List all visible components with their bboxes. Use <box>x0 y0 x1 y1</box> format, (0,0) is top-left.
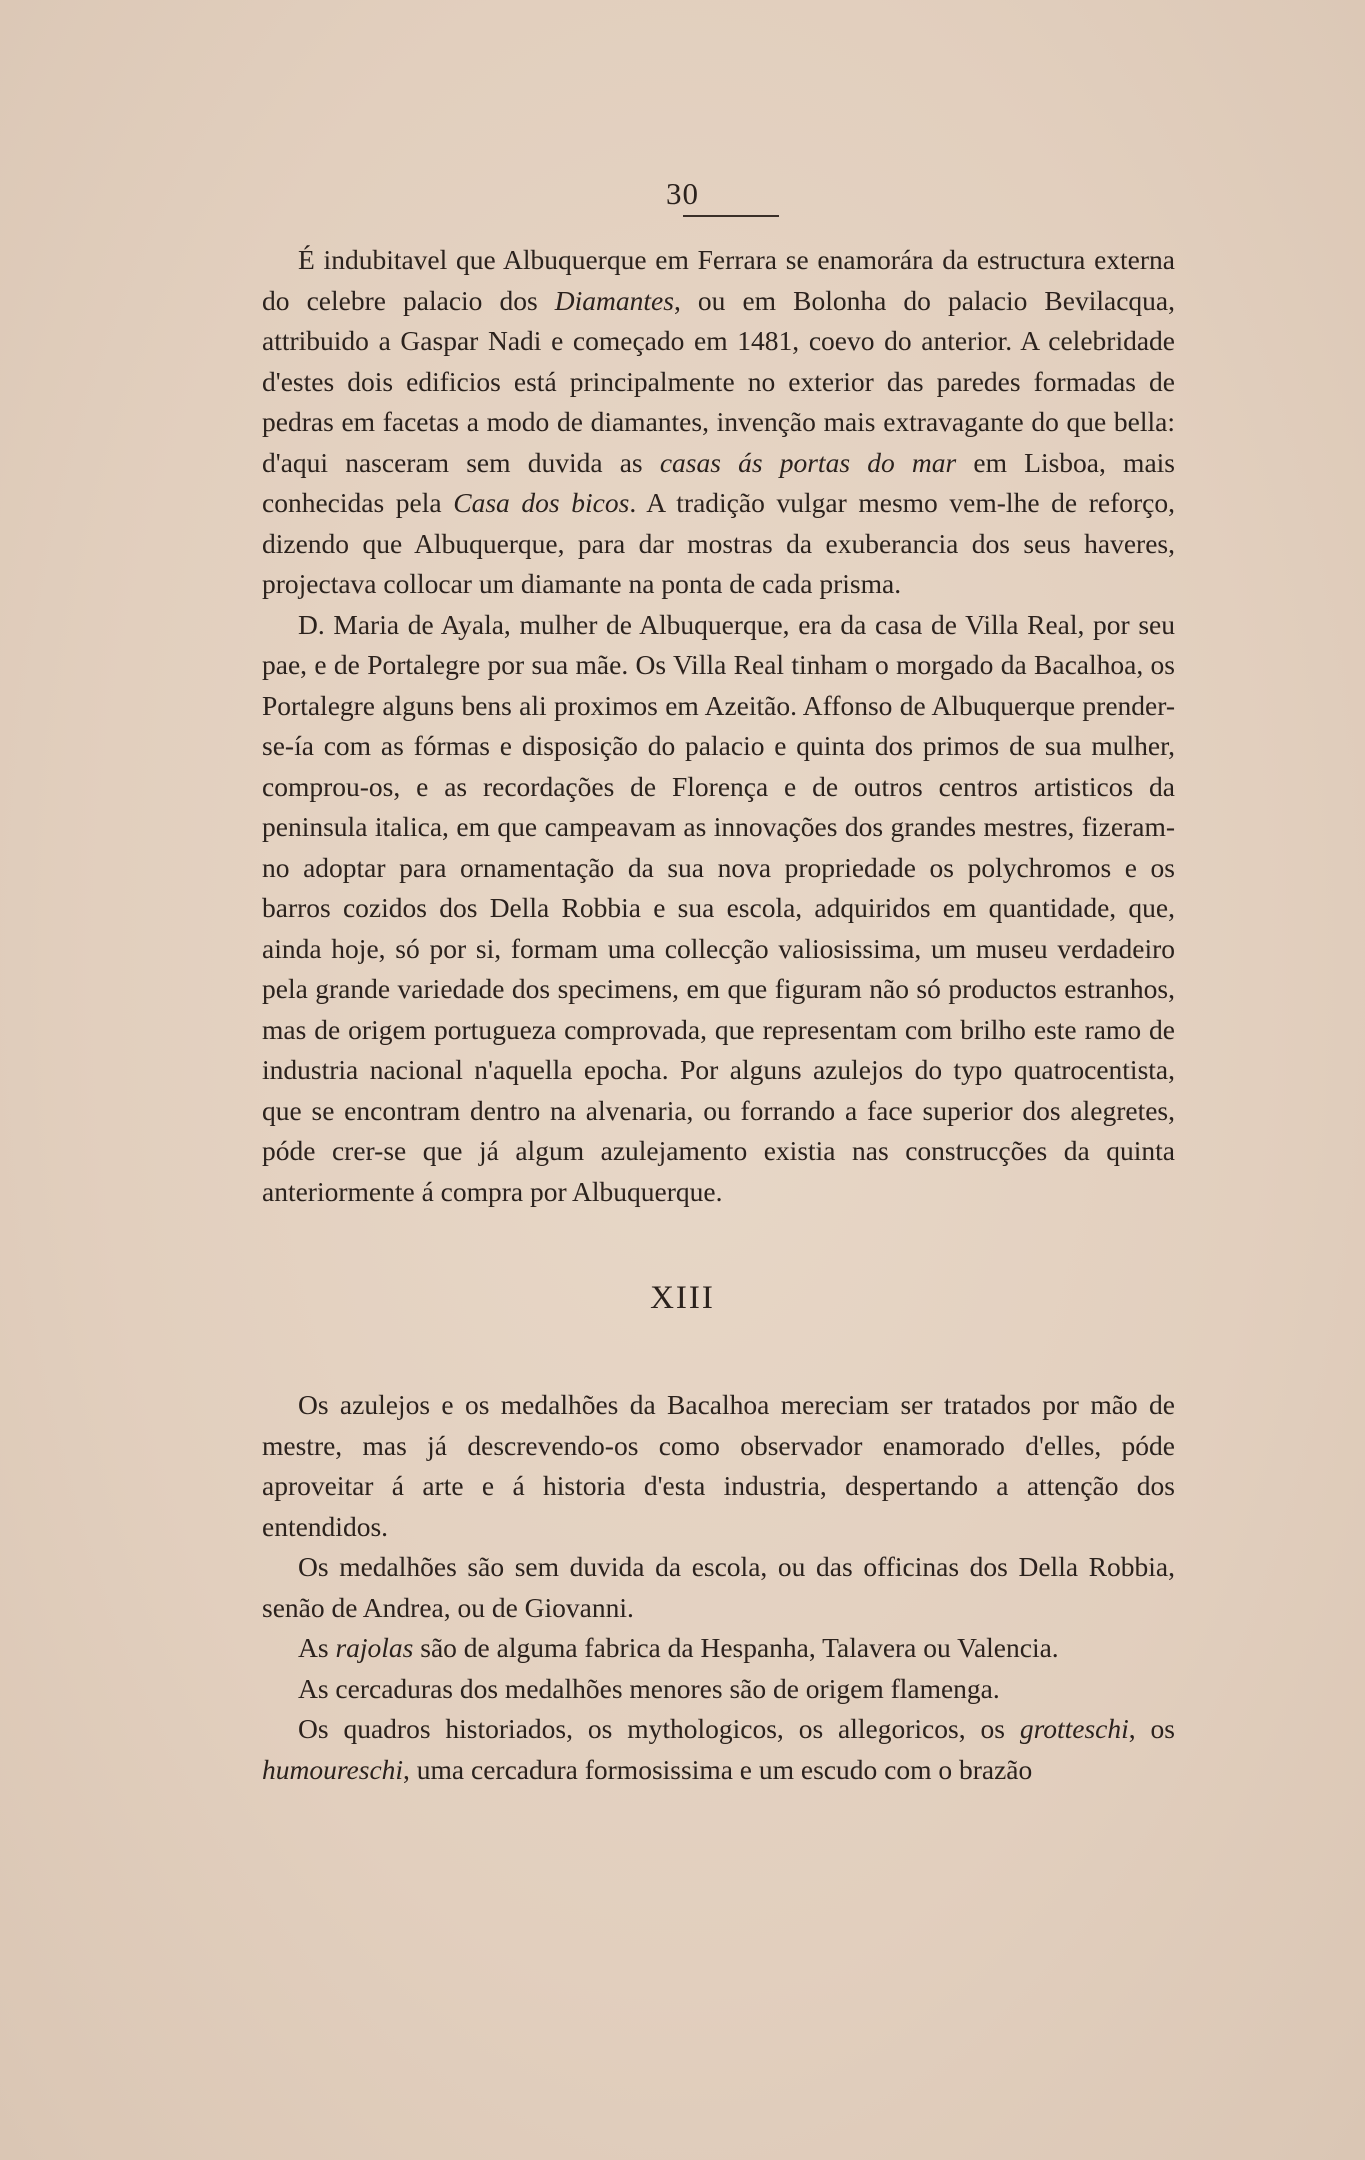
page-number: 30 <box>666 176 699 211</box>
text-block-bottom <box>262 1385 1175 1790</box>
page-number-rule <box>683 215 779 217</box>
italic-term: humoureschi <box>262 1753 404 1785</box>
italic-term: casas ás portas do mar <box>659 446 957 478</box>
paragraph: É indubitavel que Albuquerque em Ferrara se enamorára da estructura externa do celebre palacio dos Diamantes, ou em Bolonha do palacio Bevilacqua, attribuido a Gaspar Nadi e começado em 1481, coevo do anterior. A celebridade d'estes dois edificios está principalmente no exterior das paredes formadas de pedras em facetas a modo de diamantes, invenção mais extravagante do que bella: d'aqui nasceram sem duvida as casas ás portas do mar em Lisboa, mais conhecidas pela Casa dos bicos. A tradição vulgar mesmo vem-lhe de reforço, dizendo que Albuquerque, para dar mostras da exuberancia dos seus haveres, projectava collocar um diamante na ponta de cada prisma. <box>262 244 1176 599</box>
paragraph: Os quadros historiados, os mythologicos, os allegoricos, os grotteschi, os humoureschi, uma cercadura formosissima e um escudo com o brazão <box>262 1713 1176 1785</box>
paragraph: Os azulejos e os medalhões da Bacalhoa mereciam ser tratados por mão de mestre, mas já descrevendo-os como observador enamorado d'elles, póde aproveitar á arte e á historia d'esta industria, despertando a attenção dos entendidos. <box>262 1389 1175 1542</box>
italic-term: Diamantes <box>554 284 674 316</box>
italic-term: grotteschi <box>1019 1713 1129 1744</box>
paragraph: D. Maria de Ayala, mulher de Albuquerque, era da casa de Villa Real, por seu pae, e de Portalegre por sua mãe. Os Villa Real tinham o morgado da Bacalhoa, os Portalegre alguns bens ali proximos em Azeitão. Affonso de Albuquerque prender-se-ía com as fórmas e disposição do palacio e quinta dos primos de sua mulher, comprou-os, e as recordações de Florença e de outros centros artisticos da peninsula italica, em que campeavam as innovações dos grandes mestres, fizeram-no adoptar para ornamentação da sua nova propriedade os polychromos e os barros cozidos dos Della Robbia e sua escola, adquiridos em quantidade, que, ainda hoje, só por si, formam uma collecção valiosissima, um museu verdadeiro pela grande variedade dos specimens, em que figuram não só productos estranhos, mas de origem portugueza comprovada, que representam com brilho este ramo de industria nacional n'aquella epocha. Por alguns azulejos do typo quatrocentista, que se encontram dentro na alvenaria, ou forrando a face superior dos alegretes, póde crer-se que já algum azulejamento existia nas construcções da quinta anteriormente á compra por Albuquerque. <box>262 608 1175 1207</box>
paragraph: As rajolas são de alguma fabrica da Hespanha, Talavera ou Valencia. <box>298 1632 1059 1663</box>
section-heading: XIII <box>650 1280 715 1316</box>
italic-term: Casa dos bicos <box>453 487 630 518</box>
text-block-top <box>262 240 1175 1212</box>
paragraph: Os medalhões são sem duvida da escola, ou das officinas dos Della Robbia, senão de Andrea, ou de Giovanni. <box>262 1551 1175 1623</box>
paragraph: As cercaduras dos medalhões menores são de origem flamenga. <box>298 1672 1000 1704</box>
italic-term: rajolas <box>335 1632 414 1663</box>
